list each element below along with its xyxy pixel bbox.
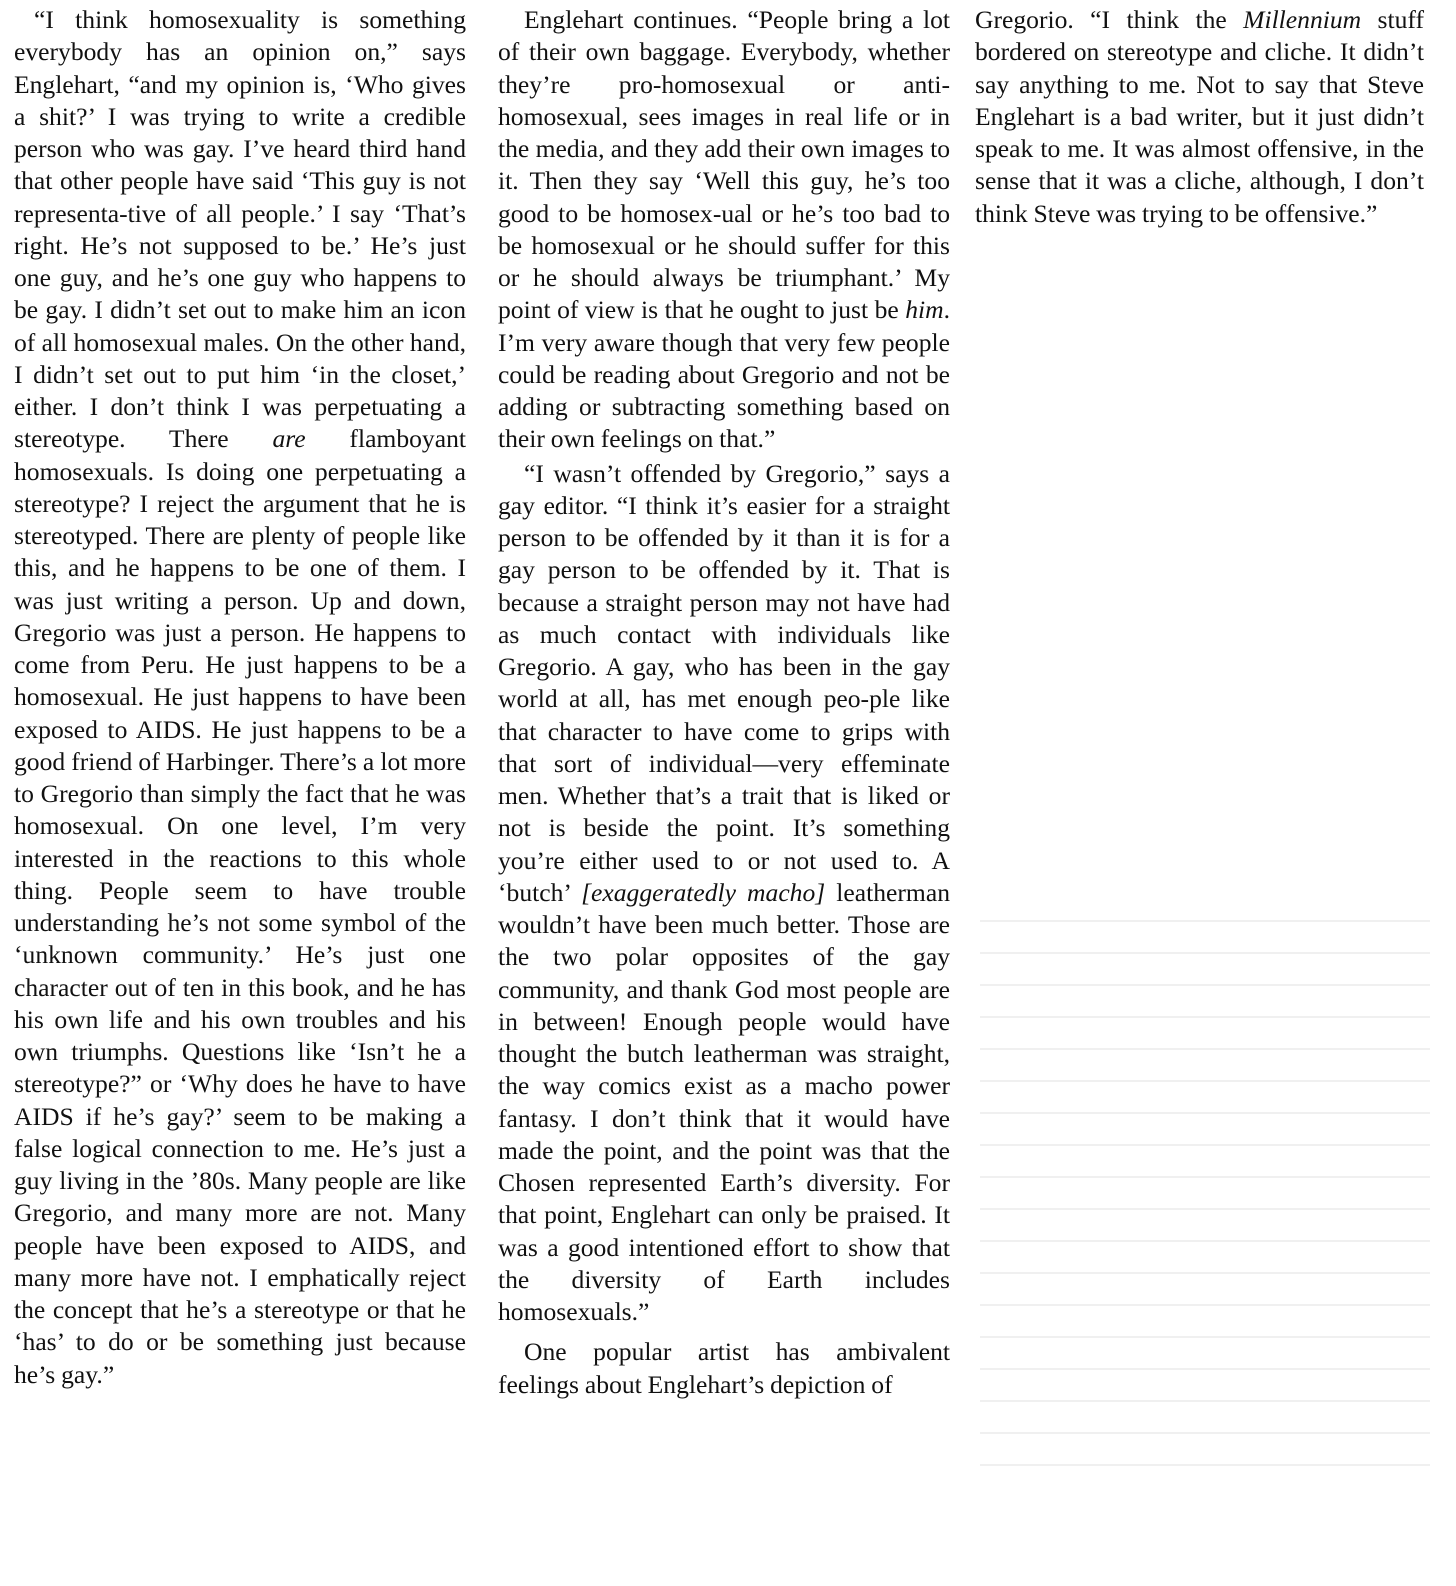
text-run: leatherman wouldn’t have been much better. Those are the two polar opposites of the gay community, and thank God most people are in between! Enough people would have thought the butch leatherman was straight, the way comics exist as a macho power fantasy. I don’t think that it would have made the point, and the point was that the Chosen represented Earth’s diversity. For that point, Englehart can only be praised. It was a good intentioned effort to show that the diversity of Earth includes homosexuals.”	[498, 877, 950, 1326]
text-run: . I’m very aware though that very few people could be reading about Gregorio and not be adding or subtracting something based on their own feelings on that.”	[498, 295, 950, 454]
text-column-3	[975, 4, 1424, 230]
paragraph	[14, 4, 466, 1391]
text-run: “I think homosexuality is something everybody has an opinion on,” says Englehart, “and my opinion is, ‘Who gives a shit?’ I was trying to write a credible person who was gay. I’ve heard third hand that other people have said ‘This guy is not representa-tive of all people.’ I say ‘That’s right. He’s not supposed to be.’ He’s just one guy, and he’s one guy who happens to be gay. I didn’t set out to make him an icon of all homosexual males. On the other hand, I didn’t set out to put him ‘in the closet,’ either. I don’t think I was perpetuating a stereotype. There	[14, 5, 466, 454]
show-through-texture	[980, 920, 1430, 1480]
text-column-2	[498, 4, 950, 1401]
text-run: “I wasn’t offended by Gregorio,” says a gay editor. “I think it’s easier for a straight person to be offended by it than it is for a gay person to be offended by it. That is because a straight person may not have had as much contact with individuals like Gregorio. A gay, who has been in the gay world at all, has met enough peo-ple like that character to have come to grips with that sort of individual—very effeminate men. Whether that’s a trait that is liked or not is beside the point. It’s something you’re either used to or not used to. A ‘butch’	[498, 458, 950, 907]
text-run: stuff bordered on stereotype and cliche. It didn’t say anything to me. Not to say that Steve Englehart is a bad writer, but it just didn’t speak to me. It was almost offensive, in the sense that it was a cliche, although, I don’t think Steve was trying to be offensive.”	[975, 5, 1424, 228]
text-run: flamboyant homosexuals. Is doing one perpetuating a stereotype? I reject the argument that he is stereotyped. There are plenty of people like this, and he happens to be one of them. I was just writing a person. Up and down, Gregorio was just a person. He happens to come from Peru. He just happens to be a homosexual. He just happens to have been exposed to AIDS. He just happens to be a good friend of Harbinger. There’s a lot more to Gregorio than simply the fact that he was homosexual. On one level, I’m very interested in the reactions to this whole thing. People seem to have trouble understanding he’s not some symbol of the ‘unknown community.’ He’s just one character out of ten in this book, and he has his own life and his own troubles and his own triumphs. Questions like ‘Isn’t he a stereotype?” or ‘Why does he have to have AIDS if he’s gay?’ seem to be making a false logical connection to me. He’s just a guy living in the ’80s. Many people are like Gregorio, and many more are not. Many people have been exposed to AIDS, and many more have not. I emphatically reject the concept that he’s a stereotype or that he ‘has’ to do or be something just because he’s gay.”	[14, 424, 466, 1389]
paragraph	[498, 4, 950, 456]
text-run: Englehart continues. “People bring a lot of their own baggage. Everybody, whether they’re pro-homosexual or anti-homosexual, sees images in real life or in the media, and they add their own images to it. Then they say ‘Well this guy, he’s too good to be homosex-ual or he’s too bad to be homosexual or he should suffer for this or he should always be triumphant.’ My point of view is that he ought to just be	[498, 5, 950, 325]
text-run: One popular artist has ambivalent feelings about Englehart’s depiction of	[498, 1337, 950, 1399]
emphasis-text: [exaggeratedly macho]	[581, 877, 826, 907]
emphasis-text: are	[272, 424, 306, 454]
emphasis-text: him	[905, 295, 944, 325]
emphasis-text: Millennium	[1243, 5, 1362, 34]
paragraph	[975, 4, 1424, 230]
paragraph	[498, 458, 950, 1329]
paragraph	[498, 1336, 950, 1401]
text-column-1	[14, 4, 466, 1391]
text-run: Gregorio. “I think the	[975, 5, 1244, 34]
